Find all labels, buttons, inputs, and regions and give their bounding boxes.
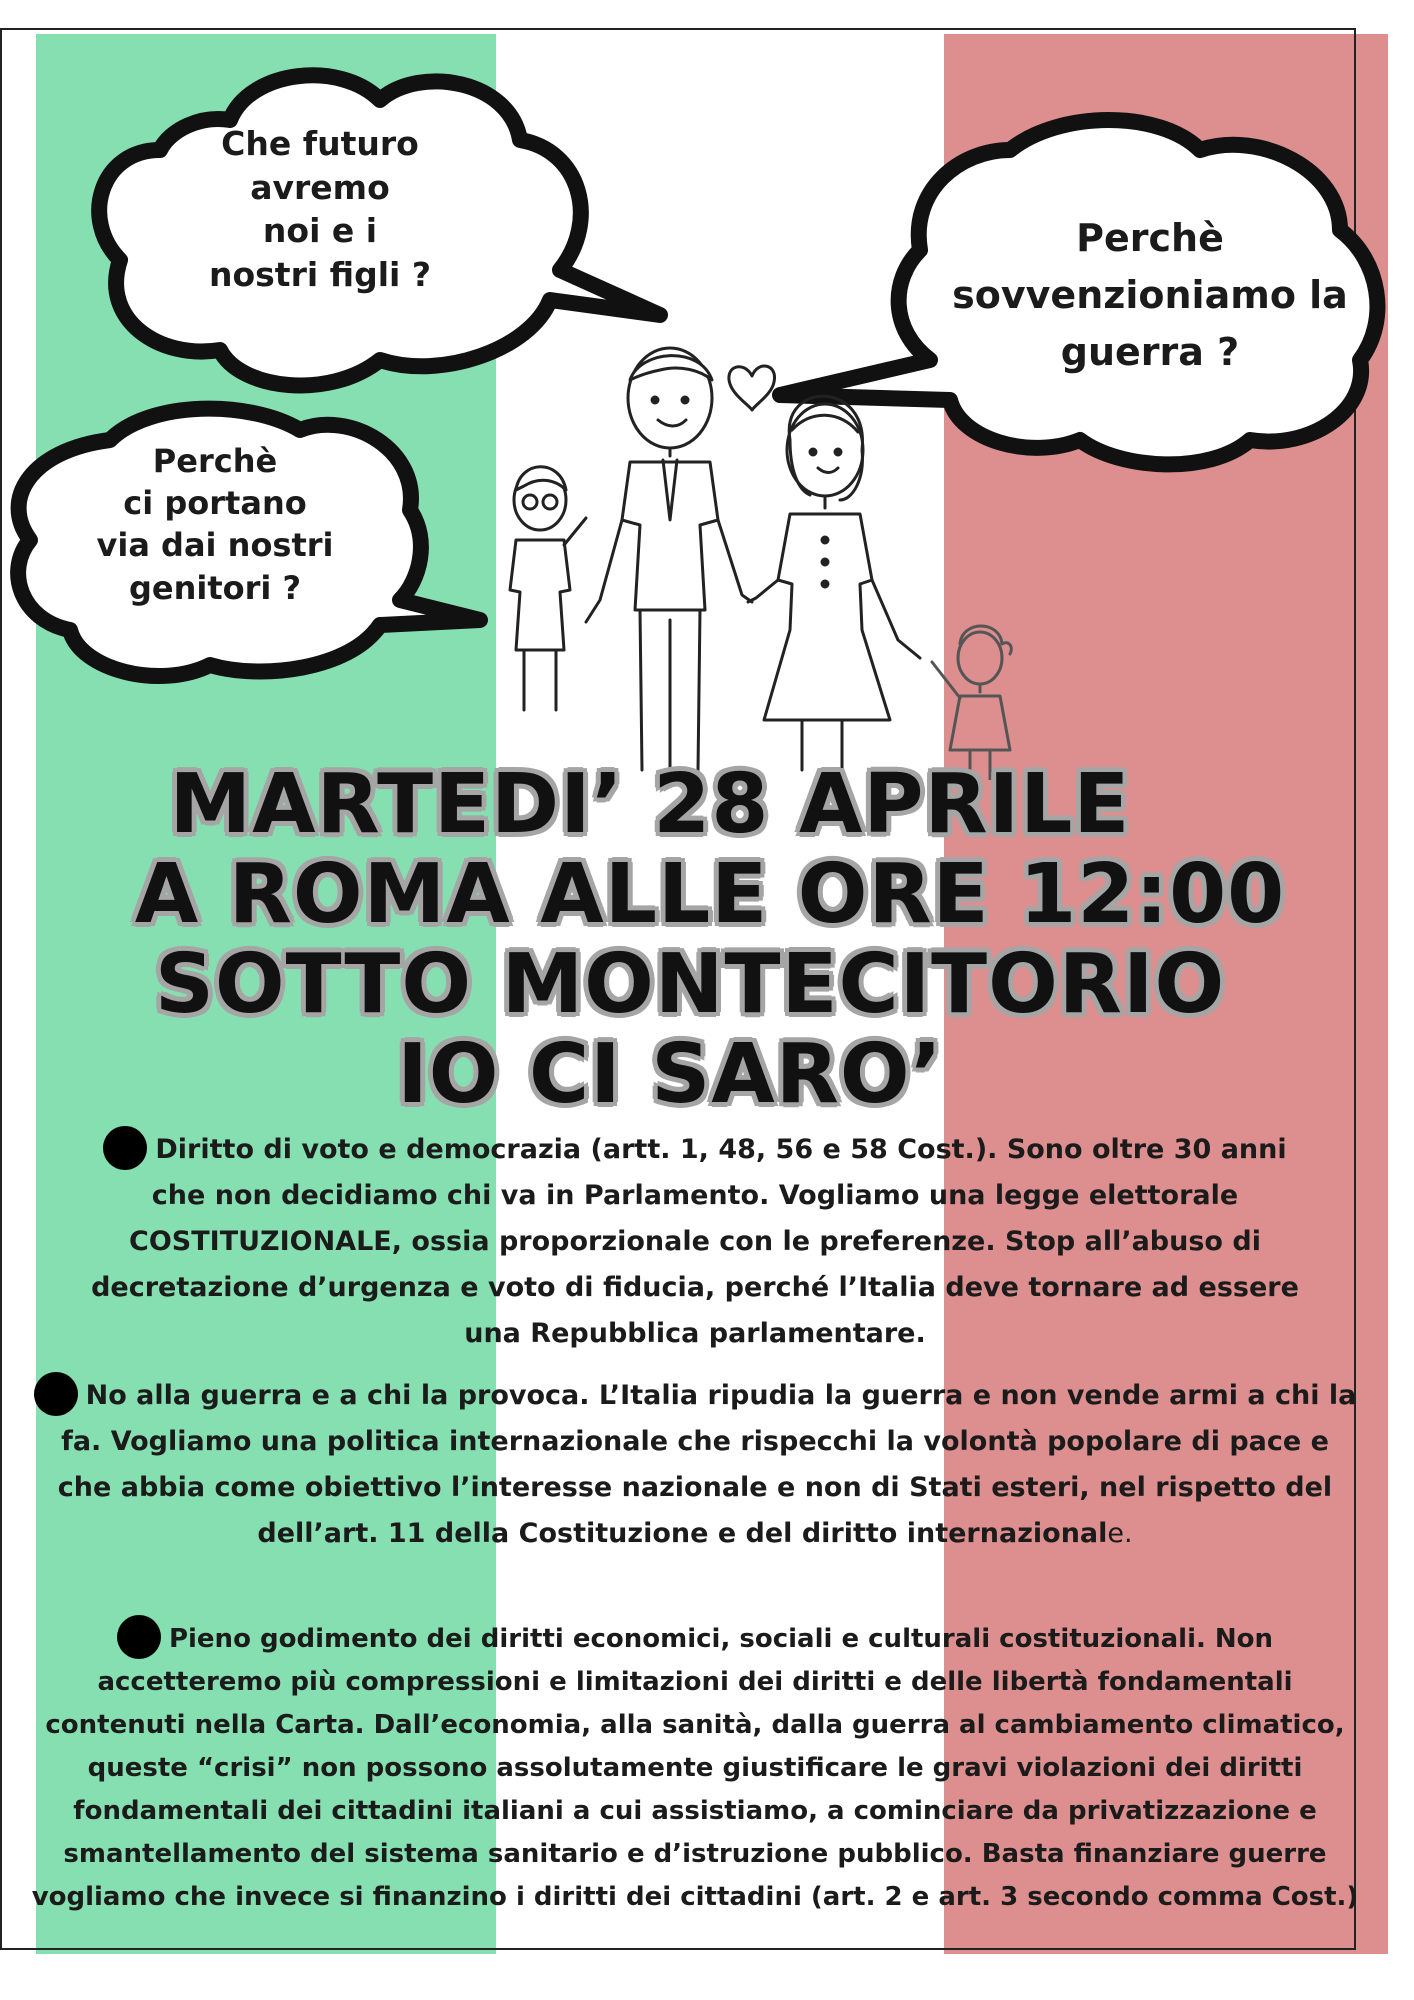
- event-headline: [110, 757, 1310, 1122]
- point-voting-rights: [30, 1126, 1360, 1357]
- bubble-text-war: Perchè sovvenzioniamo la guerra ?: [952, 216, 1348, 374]
- point-fundamental-rights: [30, 1615, 1360, 1919]
- bubble-text-parents: Perchè ci portano via dai nostri genitori ?: [96, 442, 334, 607]
- point-no-war: [30, 1372, 1360, 1557]
- bullet-icon: [117, 1615, 161, 1659]
- speech-bubble-parents: [0, 400, 500, 690]
- point-fundamental-rights-text: Pieno godimento dei diritti economici, sociali e culturali costituzionali. Non accetteremo più compressioni e limitazioni dei diritti e delle libertà fondamentali contenuti nella Carta. Dall’economia, alla sanità, dalla guerra al cambiamento climatico, queste “crisi” non possono assolutamente giustificare le gravi violazioni dei diritti fondamentali dei cittadini italiani a cui assistiamo, a cominciare da privatizzazione e smantellamento del sistema sanitario e d’istruzione pubblico. Basta finanziare guerre vogliamo che invece si finanzino i diritti dei cittadini (art. 2 e art. 3 secondo comma Cost.): [31, 1624, 1359, 1912]
- headline-attendance: IO CI SARO’: [397, 1027, 943, 1122]
- headline-place-time: A ROMA ALLE ORE 12:00: [134, 847, 1286, 942]
- point-no-war-text: No alla guerra e a chi la provoca. L’Italia ripudia la guerra e non vende armi a chi la fa. Vogliamo una politica internazionale che rispecchi la volontà popolare di pace e che abbia come obiettivo l’interesse nazionale e non di Stati esteri, nel rispetto del dell’art. 11 della Costituzione e del diritto internazional: [57, 1380, 1357, 1549]
- point-voting-rights-text: Diritto di voto e democrazia (artt. 1, 48, 56 e 58 Cost.). Sono oltre 30 anni che non decidiamo chi va in Parlamento. Vogliamo una legge elettorale COSTITUZIONALE, ossia proporzionale con le preferenze. Stop all’abuso di decretazione d’urgenza e voto di fiducia, perché l’Italia deve tornare ad essere una Repubblica parlamentare.: [91, 1134, 1299, 1349]
- headline-location: SOTTO MONTECITORIO: [154, 937, 1226, 1032]
- bubble-text-future: Che futuro avremo noi e i nostri figli ?: [209, 124, 431, 294]
- headline-date: MARTEDI’ 28 APRILE: [169, 757, 1131, 852]
- family-drawing-icon: [480, 340, 1060, 780]
- bullet-icon: [103, 1126, 147, 1170]
- bullet-icon: [34, 1372, 78, 1416]
- point-no-war-tail: e.: [1107, 1518, 1133, 1549]
